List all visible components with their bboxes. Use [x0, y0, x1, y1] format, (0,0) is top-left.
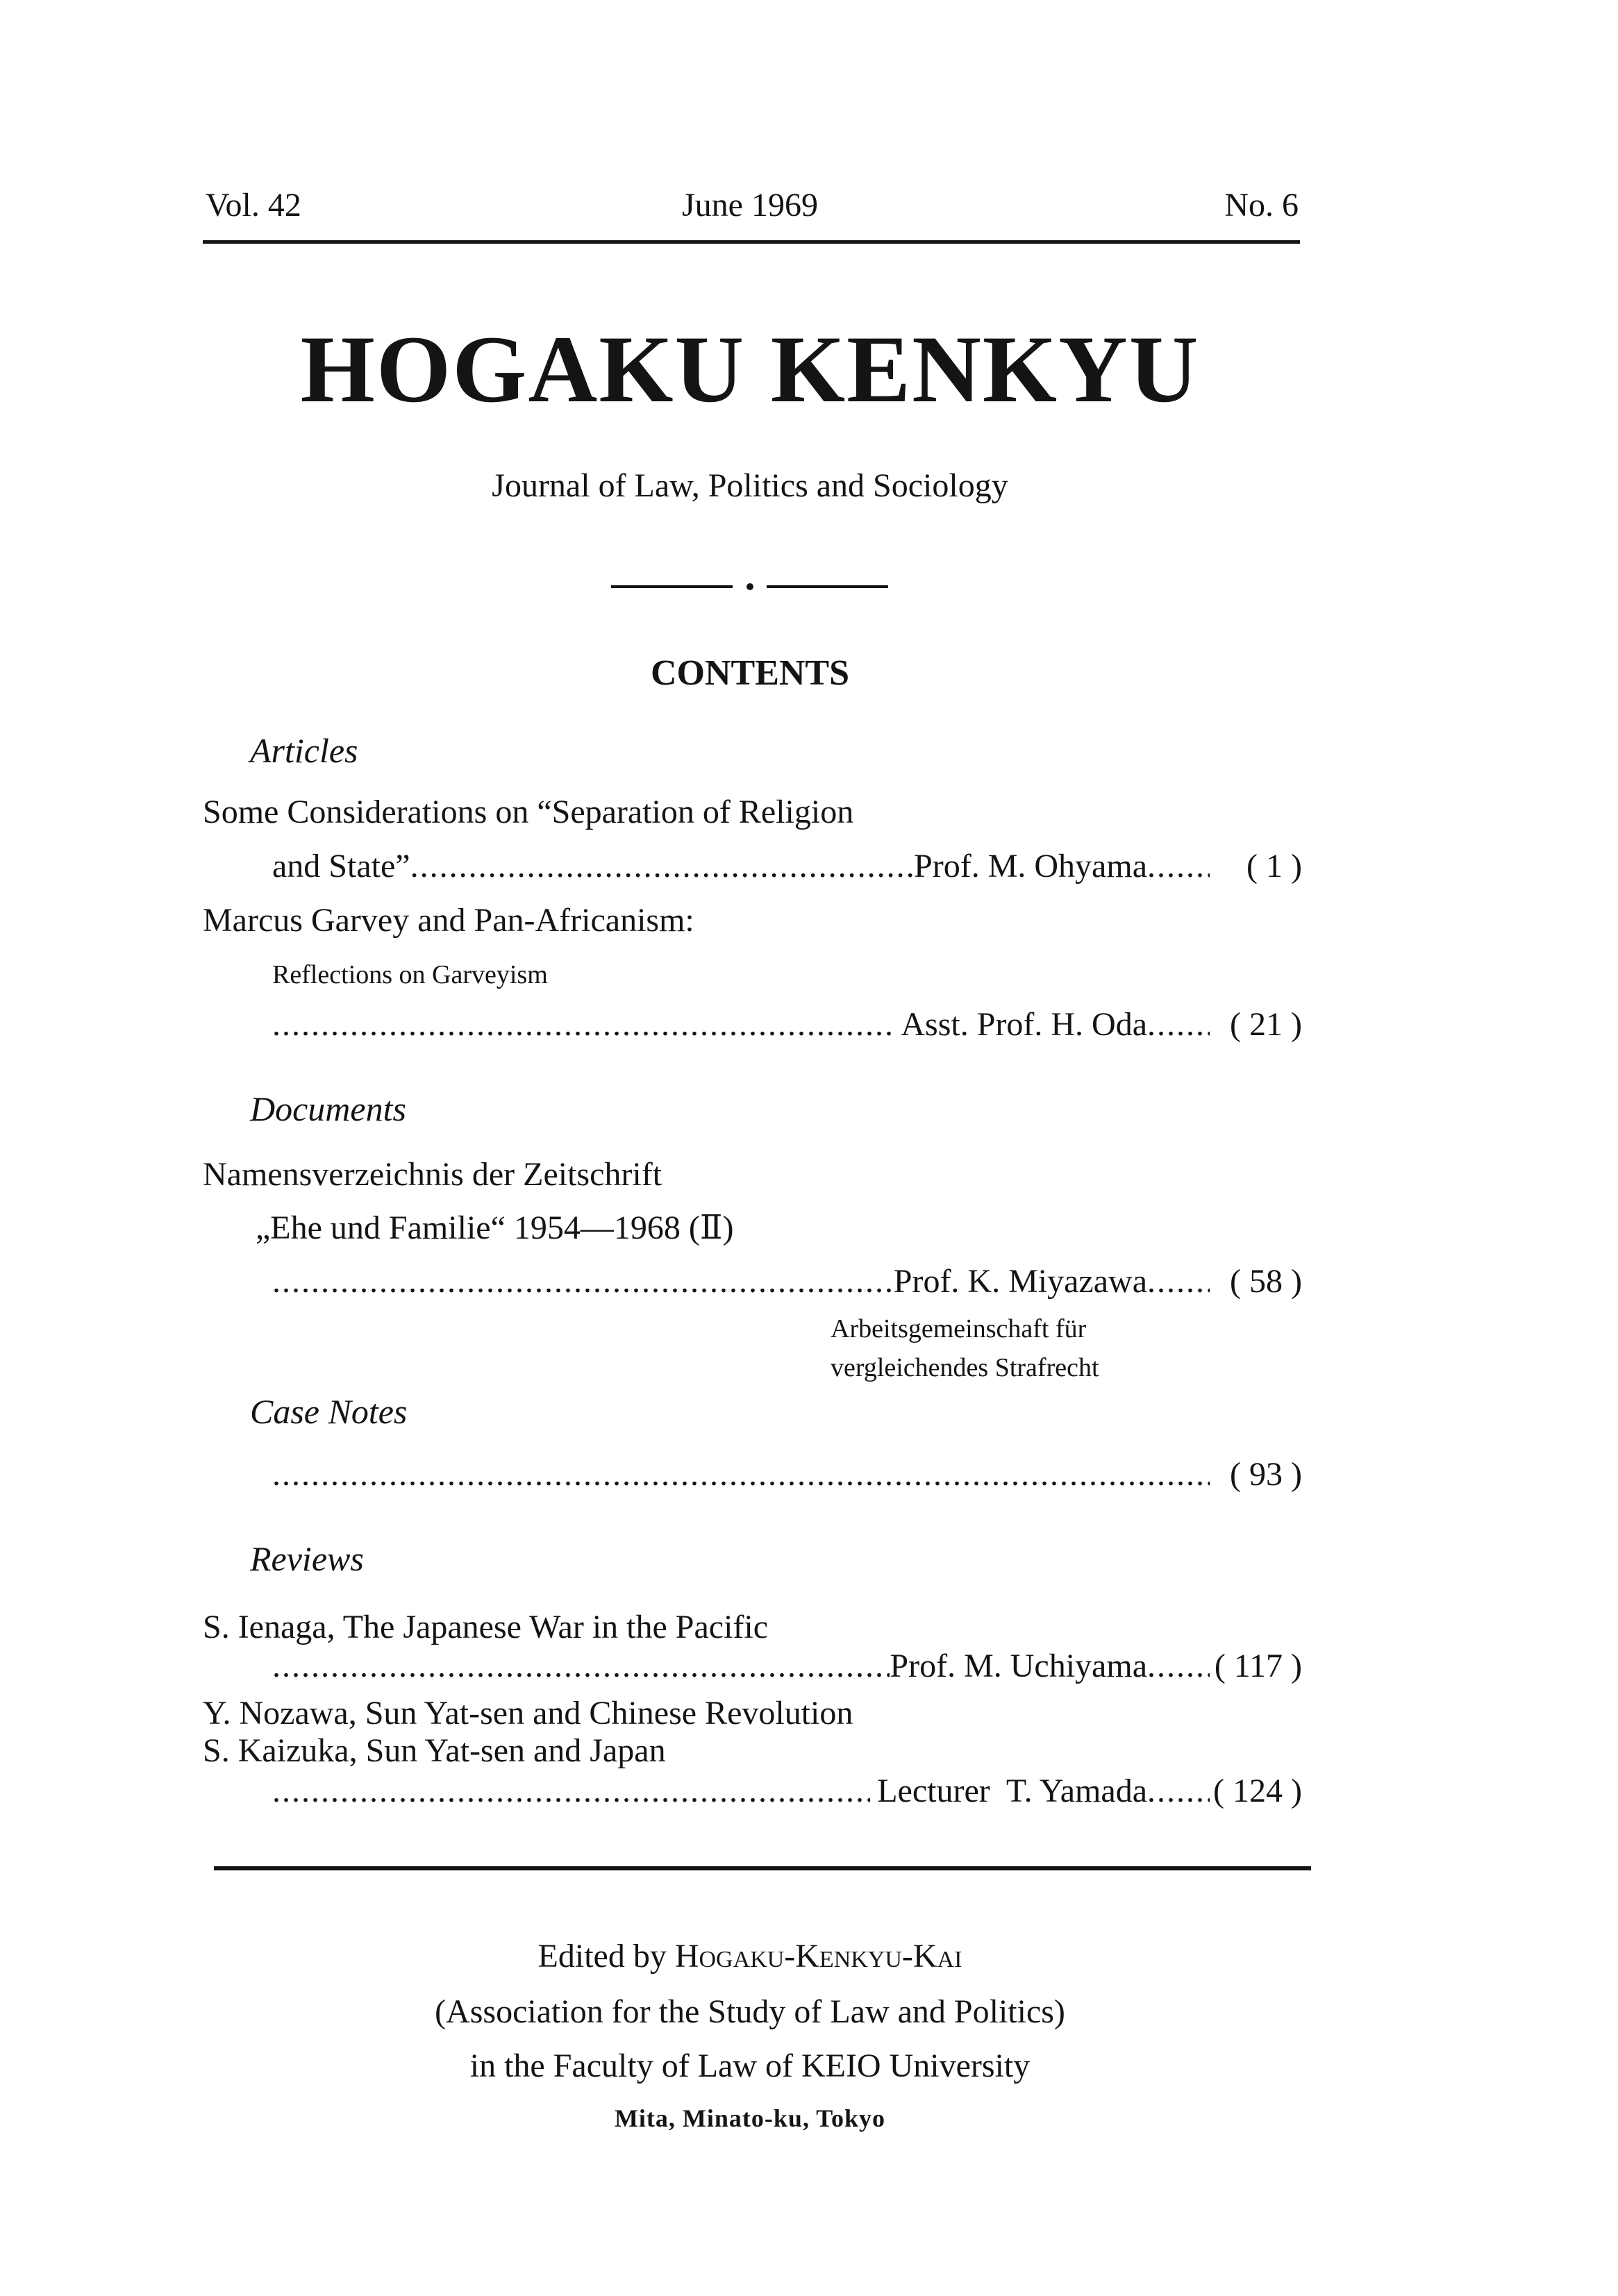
review-1-author: Prof. M. Uchiyama [890, 1648, 1147, 1684]
review-2-title-line1: Y. Nozawa, Sun Yat-sen and Chinese Revolution [203, 1695, 853, 1732]
journal-subtitle: Journal of Law, Politics and Sociology [492, 467, 1008, 504]
edited-by-line [0, 1937, 1500, 1975]
dot-leader [272, 1455, 1210, 1493]
document-1-author: Prof. K. Miyazawa [893, 1263, 1147, 1300]
section-heading-documents: Documents [250, 1089, 406, 1128]
article-2-entry [272, 1005, 1210, 1044]
dot-leader [272, 1772, 870, 1810]
document-1-title-line1: Namensverzeichnis der Zeitschrift [203, 1156, 662, 1193]
dot-leader [1147, 1647, 1210, 1685]
section-heading-reviews: Reviews [250, 1539, 364, 1578]
dot-leader [272, 1262, 894, 1300]
journal-title: HOGAKU KENKYU [300, 316, 1200, 422]
case-notes-affiliation-line1: Arbeitsgemeinschaft für [831, 1314, 1087, 1343]
article-1-page: ( 1 ) [1246, 848, 1302, 885]
case-notes-entry [272, 1455, 1210, 1493]
review-2-title-line2: S. Kaizuka, Sun Yat-sen and Japan [203, 1732, 666, 1769]
article-1-entry [272, 847, 1210, 885]
document-1-entry [272, 1262, 1210, 1300]
case-notes-affiliation-line2: vergleichendes Strafrecht [831, 1353, 1099, 1382]
header-rule [203, 240, 1300, 244]
review-1-title-line1: S. Ienaga, The Japanese War in the Pacific [203, 1609, 769, 1645]
case-notes-page: ( 93 ) [1230, 1456, 1302, 1493]
document-1-page: ( 58 ) [1230, 1263, 1302, 1300]
article-2-subtitle: Reflections on Garveyism [272, 960, 548, 989]
article-1-title-line2: and State” [272, 848, 410, 885]
article-2-title-line1: Marcus Garvey and Pan-Africanism: [203, 902, 694, 939]
edited-by-prefix: Edited by [537, 1938, 667, 1975]
review-2-entry [272, 1772, 1210, 1810]
issue-date: June 1969 [682, 187, 818, 224]
address-line: Mita, Minato-ku, Tokyo [614, 2104, 886, 2132]
dot-leader [1147, 847, 1210, 885]
dot-leader [272, 1647, 890, 1685]
dot-leader [272, 1005, 892, 1044]
issue-number: No. 6 [1224, 187, 1299, 224]
dot-leader [1147, 1772, 1210, 1810]
section-heading-articles: Articles [250, 731, 358, 770]
faculty-line: in the Faculty of Law of KEIO University [469, 2047, 1031, 2084]
association-line: (Association for the Study of Law and Politics) [435, 1993, 1065, 2030]
review-2-page: ( 124 ) [1213, 1773, 1302, 1809]
dot-leader [410, 847, 914, 885]
footer-rule [214, 1866, 1311, 1870]
dot-leader [1147, 1005, 1210, 1044]
society-name: Hogaku-Kenkyu-Kai [674, 1938, 962, 1975]
review-1-page: ( 117 ) [1214, 1648, 1302, 1684]
volume-label: Vol. 42 [206, 187, 301, 224]
document-1-title-line2: „Ehe und Familie“ 1954—1968 (Ⅱ) [256, 1209, 734, 1246]
review-1-entry [272, 1647, 1210, 1685]
contents-heading: CONTENTS [650, 653, 850, 693]
article-1-title-line1: Some Considerations on “Separation of Religion [203, 794, 854, 830]
article-2-author: Asst. Prof. H. Oda [901, 1006, 1147, 1043]
article-1-author: Prof. M. Ohyama [914, 848, 1147, 885]
section-heading-case-notes: Case Notes [250, 1392, 408, 1431]
dot-leader [1147, 1262, 1210, 1300]
article-2-page: ( 21 ) [1230, 1006, 1302, 1043]
review-2-author: Lecturer T. Yamada [877, 1773, 1147, 1809]
